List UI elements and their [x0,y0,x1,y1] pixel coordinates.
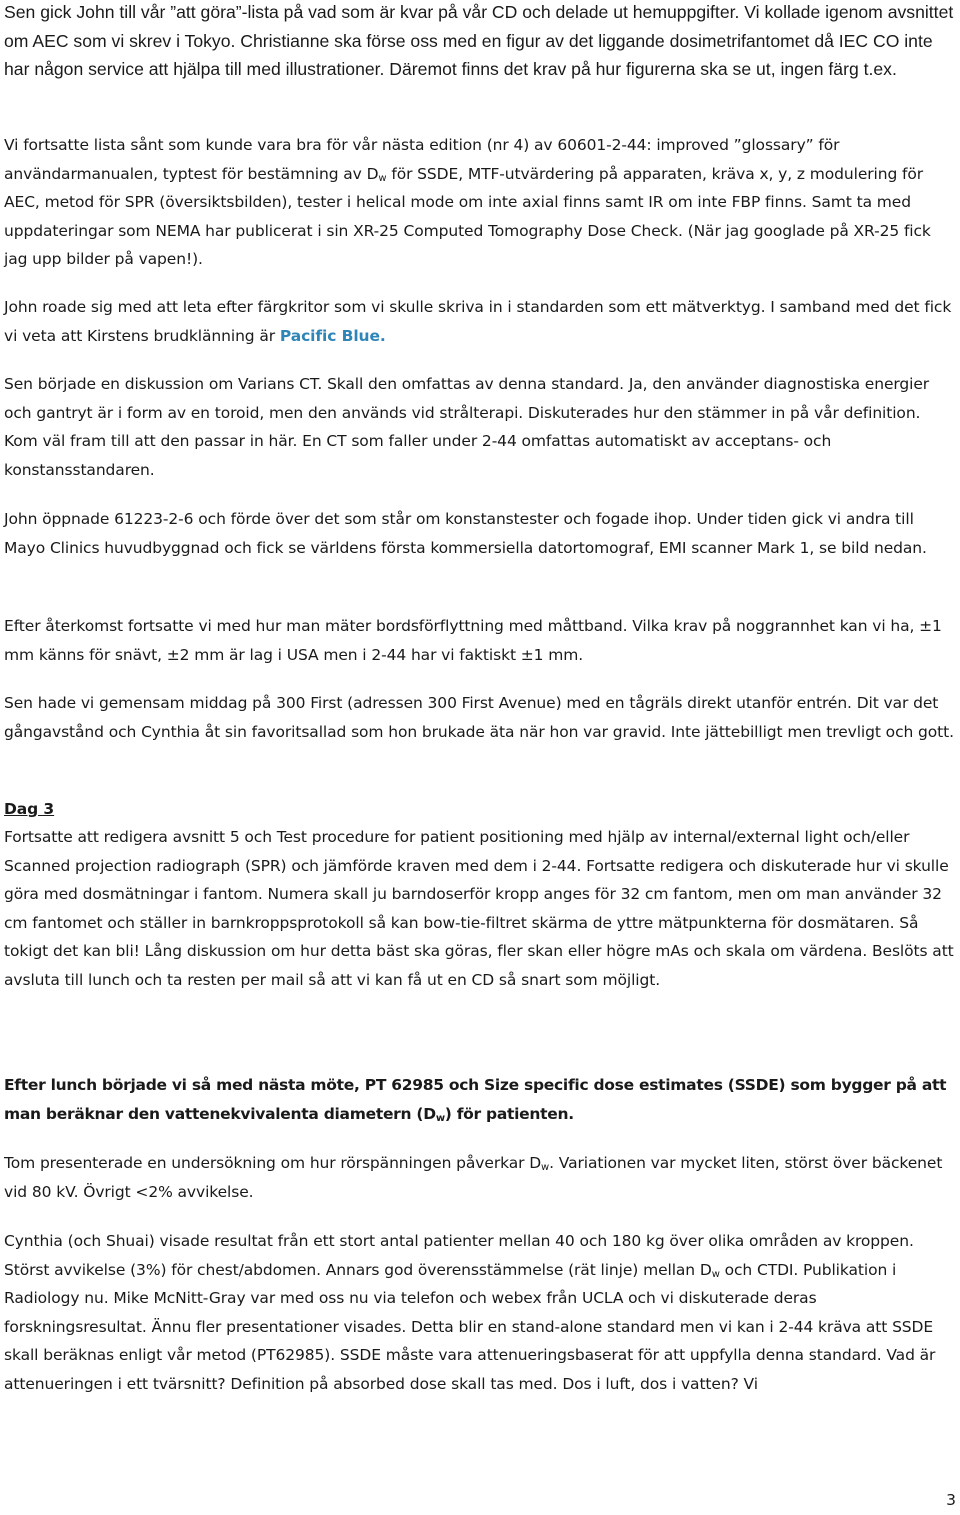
paragraph-next-edition-text-a: Vi fortsatte lista sånt som kunde vara bra för vår nästa edition (nr 4) av 60601-2-44: improved ”glossary” för användarmanualen, typtest för bestämning av D [4,136,840,183]
paragraph-color-crayons [4,293,958,350]
page-number: 3 [946,1491,956,1509]
subscript-w: w [378,172,387,184]
paragraph-todo-list: Sen gick John till vår ”att göra”-lista på vad som är kvar på vår CD och delade ut hemuppgifter. Vi kollade igenom avsnittet om AEC som vi skrev i Tokyo. Christianne ska förse oss med en figur av det liggande dosimetrifantomet då IEC CO inte har någon service att hjälpa till med illustrationer. Däremot finns det krav på hur figurerna ska se ut, ingen färg t.ex. [4,2,954,80]
paragraph-ssde-meeting-text-a: Efter lunch började vi så med nästa möte, PT 62985 och Size specific dose estimates (SSDE) som bygger på att man beräknar den vattenekvivalenta diametern (D [4,1076,947,1123]
paragraph-mayo-clinic: John öppnade 61223-2-6 och förde över det som står om konstanstester och fogade ihop. Under tiden gick vi andra till Mayo Clinics huvudbyggnad och fick se världens första kommersiella datortomograf, EMI scanner Mark 1, se bild nedan. [4,510,927,557]
paragraph-patient-results-text-a: Cynthia (och Shuai) visade resultat från ett stort antal patienter mellan 40 och 180 kg över olika områden av kroppen. Störst avvikelse (3%) för chest/abdomen. Annars god överensstämmelse (rät linje) mellan D [4,1232,914,1279]
paragraph-next-edition [4,131,958,274]
paragraph-patient-results [4,1227,958,1398]
paragraph-varians-ct: Sen började en diskussion om Varians CT. Skall den omfattas av denna standard. Ja, den använder diagnostiska energier och gantryt är i form av en toroid, men den används vid strålterapi. Diskuterades hur den stämmer in på vår definition. Kom väl fram till att den passar in här. En CT som faller under 2-44 omfattas automatiskt av acceptans- och konstansstandaren. [4,375,930,479]
paragraph-table-movement: Efter återkomst fortsatte vi med hur man mäter bordsförflyttning med måttband. Vilka krav på noggrannhet kan vi ha, ±1 mm känns för snävt, ±2 mm är lag i USA men i 2-44 har vi faktiskt ±1 mm. [4,617,942,664]
paragraph-color-crayons-text: John roade sig med att leta efter färgkritor som vi skulle skriva in i standarden som ett mätverktyg. I samband med det fick vi veta att Kirstens brudklänning är [4,298,952,345]
day-3-heading: Dag 3 [4,800,55,818]
subscript-w: w [711,1268,720,1280]
paragraph-day3-editing: Fortsatte att redigera avsnitt 5 och Test procedure for patient positioning med hjälp av internal/external light och/eller Scanned projection radiograph (SPR) och jämförde kraven med dem i 2-44. Fortsatte redigera och diskuterade hur vi skulle göra med dosmätningar i fantom. Numera skall ju barndoserför kropp anges för 32 cm fantom, men om man använder 32 cm fantomet och ställer in barnkroppsprotokoll så kan bow-tie-filtret skärma de yttre mätpunkterna för dosmätaren. Så tokigt det kan bli! Lång diskussion om hur detta bäst ska göras, fler skan eller högre mAs och skala om värdena. Beslöts att avsluta till lunch och ta resten per mail så att vi kan få ut en CD så snart som möjligt. [4,828,954,989]
paragraph-ssde-meeting-text-b: ) för patienten. [444,1104,574,1123]
paragraph-tube-voltage [4,1149,958,1206]
paragraph-dinner: Sen hade vi gemensam middag på 300 First (adressen 300 First Avenue) med en tågräls direkt utanför entrén. Dit var det gångavstånd och Cynthia åt sin favoritsallad som hon brukade äta när hon var gravid. Inte jättebilligt men trevligt och gott. [4,694,954,741]
paragraph-next-edition-text-b: för SSDE, MTF-utvärdering på apparaten, kräva x, y, z modulering för AEC, metod för SPR (översiktsbilden), tester i helical mode om inte axial finns samt IR om inte FBP finns. Samt ta med uppdateringar som NEMA har publicerat i sin XR-25 Computed Tomography Dose Check. (När jag googlade på XR-25 fick jag upp bilder på vapen!). [4,164,931,268]
paragraph-ssde-meeting [4,1071,958,1128]
subscript-w: w [435,1112,445,1124]
paragraph-tube-voltage-text-a: Tom presenterade en undersökning om hur rörspänningen påverkar D [4,1154,542,1172]
paragraph-patient-results-text-b: och CTDI. Publikation i Radiology nu. Mike McNitt-Gray var med oss nu via telefon och webex från UCLA och vi diskuterade deras forskningsresultat. Ännu fler presentationer visades. Detta blir en stand-alone standard men vi kan i 2-44 kräva att SSDE skall beräknas enligt vår metod (PT62985). SSDE måste vara attenueringsbaserat för att uppfylla denna standard. Vad är attenueringen i ett tvärsnitt? Definition på absorbed dose skall tas med. Dos i luft, dos i vatten? Vi [4,1260,936,1393]
pacific-blue-highlight: Pacific Blue. [279,326,386,345]
paragraph-tube-voltage-text-b: . Variationen var mycket liten, störst över bäckenet vid 80 kV. Övrigt <2% avvikelse. [4,1154,943,1201]
subscript-w: w [541,1162,550,1173]
